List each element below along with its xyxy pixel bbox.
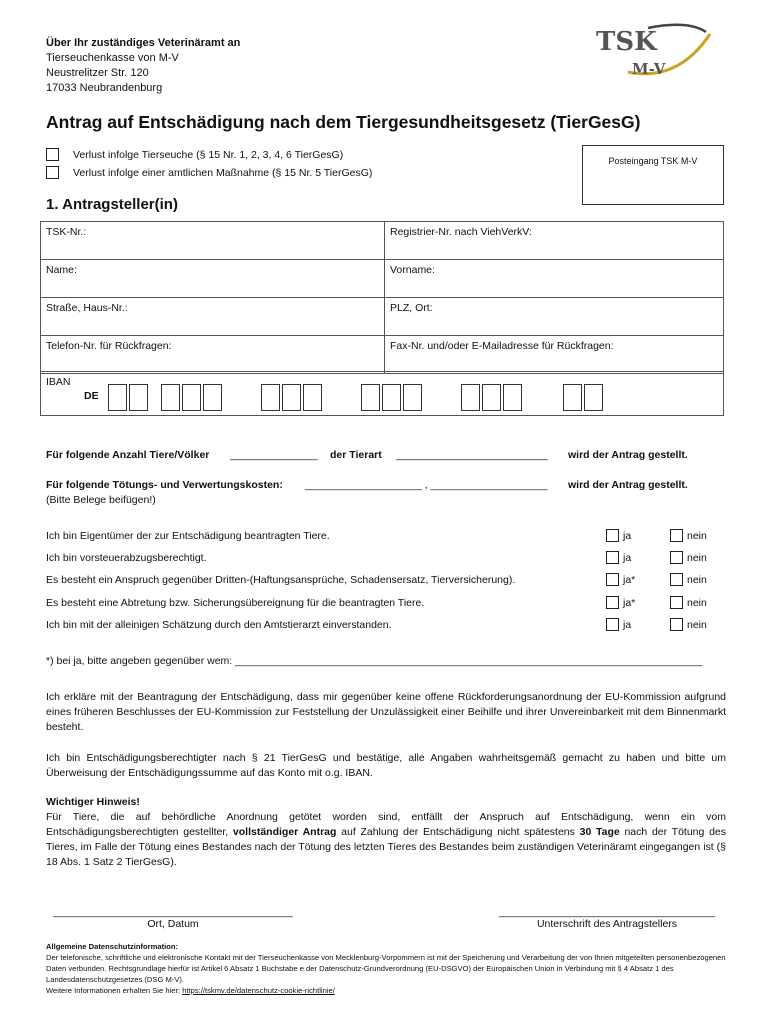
address-line: Über Ihr zuständiges Veterinäramt an bbox=[46, 37, 241, 49]
answer-no[interactable] bbox=[670, 618, 707, 631]
notice-part: Für Tiere, die auf behördliche Anordnung getötet worden sind, entfällt der Anspruch auf Entschädigung, wenn ein vom Entschädigungsberechtigten gestellter, bbox=[46, 811, 726, 838]
signature-line: _________________________________________ bbox=[53, 906, 293, 918]
notice-bold: vollständiger Antrag bbox=[232, 826, 337, 838]
iban-field bbox=[40, 371, 724, 416]
answer-yes[interactable] bbox=[606, 596, 635, 609]
recipient-address bbox=[46, 36, 240, 96]
answer-no[interactable] bbox=[670, 596, 707, 609]
answer-yes[interactable] bbox=[606, 551, 631, 564]
answer-label: ja* bbox=[623, 596, 636, 609]
signature-place-date[interactable] bbox=[48, 906, 298, 930]
signature-label: Unterschrift des Antragstellers bbox=[536, 918, 678, 930]
answer-label: ja bbox=[623, 529, 632, 542]
answer-label: nein bbox=[687, 551, 707, 564]
answer-label: nein bbox=[687, 573, 707, 586]
field-strasse[interactable]: Straße, Haus-Nr.: bbox=[41, 298, 385, 336]
answer-label: ja bbox=[623, 551, 632, 564]
checkbox[interactable] bbox=[46, 148, 59, 161]
answer-yes[interactable] bbox=[606, 573, 635, 586]
signature-line: _____________________________________ bbox=[498, 906, 716, 918]
declaration-entitlement: Ich bin Entschädigungsberechtigter nach § 21 TierGesG und bestätige, alle Angaben wahrheitsgemäß gemacht zu haben und bitte um Überweisung der Entschädigungssumme auf das Konto mit o.g. IBAN. bbox=[46, 752, 726, 779]
field-registrier-nr[interactable]: Registrier-Nr. nach ViehVerkV: bbox=[385, 222, 724, 260]
checkbox[interactable] bbox=[670, 596, 683, 609]
field-name[interactable]: Name: bbox=[41, 260, 385, 298]
species-label: der Tierart bbox=[330, 449, 382, 461]
answer-no[interactable] bbox=[670, 551, 707, 564]
logo-text-bottom: M-V bbox=[632, 60, 666, 78]
privacy-text: Der telefonische, schriftliche und elektronische Kontakt mit der Tierseuchenkasse von Mecklenburg-Vorpommern ist mit der Speicherung und Verarbeitung der von Ihnen mitgeteilten personenbezogenen Daten verbunden. Rechtsgrundlage hierfür ist Artikel 6 Absatz 1 Buchstabe e der Datenschutz-Grundverordnung (EU-DSGVO) der Europäischen Union in Verbindung mit § 4 Absatz 1 des Landesdatenschutzgesetzes (DSG M-V). bbox=[46, 953, 726, 984]
signature-label: Ort, Datum bbox=[147, 918, 199, 930]
checkbox[interactable] bbox=[670, 529, 683, 542]
animal-suffix: wird der Antrag gestellt. bbox=[568, 449, 688, 461]
iban-digit-box[interactable] bbox=[161, 384, 180, 411]
question-text: Es besteht ein Anspruch gegenüber Dritten-(Haftungsansprüche, Schadensersatz, Tierversicherung). bbox=[46, 574, 516, 586]
privacy-link[interactable]: https://tskmv.de/datenschutz-cookie-richtlinie/ bbox=[182, 986, 335, 995]
checkbox[interactable] bbox=[606, 618, 619, 631]
answer-label: nein bbox=[687, 529, 707, 542]
stamp-label: Posteingang TSK M-V bbox=[608, 156, 698, 166]
logo-text-top: TSK bbox=[596, 27, 657, 57]
answer-no[interactable] bbox=[670, 573, 707, 586]
notice-bold: 30 Tage bbox=[579, 826, 620, 838]
iban-digit-box[interactable] bbox=[282, 384, 301, 411]
receipt-stamp-box bbox=[582, 145, 724, 205]
checkbox[interactable] bbox=[670, 618, 683, 631]
checkbox[interactable] bbox=[670, 573, 683, 586]
iban-digit-box[interactable] bbox=[361, 384, 380, 411]
species-blank[interactable]: __________________________ bbox=[396, 449, 548, 461]
animal-count-blank[interactable]: _______________ bbox=[230, 449, 318, 461]
iban-digit-box[interactable] bbox=[461, 384, 480, 411]
costs-label: Für folgende Tötungs- und Verwertungskosten: bbox=[46, 479, 283, 491]
answer-yes[interactable] bbox=[606, 529, 631, 542]
costs-note: (Bitte Belege beifügen!) bbox=[46, 494, 156, 506]
iban-label: IBAN bbox=[46, 376, 71, 388]
field-vorname[interactable]: Vorname: bbox=[385, 260, 724, 298]
iban-country: DE bbox=[84, 390, 99, 402]
question-text: Ich bin vorsteuerabzugsberechtigt. bbox=[46, 552, 207, 564]
section-heading-applicant: 1. Antragsteller(in) bbox=[46, 196, 178, 213]
iban-digit-box[interactable] bbox=[203, 384, 222, 411]
checkbox[interactable] bbox=[46, 166, 59, 179]
answer-label: nein bbox=[687, 618, 707, 631]
notice-part: nach der Tötung des Tieres, im Falle der Tötung eines Bestandes nach der Tötung des letzten Tieres des Bestandes beim zuständigen Veterinäramt eingegangen ist (§ 18 Abs. 1 Satz 2 TierGesG). bbox=[46, 826, 727, 868]
question-text: Ich bin mit der alleinigen Schätzung durch den Amtstierarzt einverstanden. bbox=[46, 619, 392, 631]
iban-digit-box[interactable] bbox=[182, 384, 201, 411]
applicant-form-table bbox=[40, 221, 724, 374]
address-line: Tierseuchenkasse von M-V bbox=[46, 52, 179, 64]
iban-digit-box[interactable] bbox=[482, 384, 501, 411]
privacy-info bbox=[46, 941, 726, 996]
costs-blank[interactable]: ____________________ , ____________________ bbox=[305, 479, 548, 491]
tsk-logo bbox=[588, 22, 714, 82]
field-tsk-nr[interactable]: TSK-Nr.: bbox=[41, 222, 385, 260]
answer-label: ja* bbox=[623, 573, 636, 586]
iban-digit-box[interactable] bbox=[563, 384, 582, 411]
checkbox[interactable] bbox=[606, 529, 619, 542]
address-line: 17033 Neubrandenburg bbox=[46, 82, 163, 94]
option-tierseuche[interactable] bbox=[46, 148, 343, 161]
footnote-line[interactable]: *) bei ja, bitte angeben gegenüber wem: ________________________________________________________________________________ bbox=[46, 655, 703, 667]
option-amtliche-massnahme[interactable] bbox=[46, 166, 372, 179]
iban-digit-box[interactable] bbox=[382, 384, 401, 411]
address-line: Neustrelitzer Str. 120 bbox=[46, 67, 149, 79]
checkbox[interactable] bbox=[606, 596, 619, 609]
answer-label: nein bbox=[687, 596, 707, 609]
privacy-heading: Allgemeine Datenschutzinformation: bbox=[46, 942, 179, 951]
notice-part: auf Zahlung der Entschädigung nicht spätestens bbox=[336, 826, 580, 838]
iban-digit-box[interactable] bbox=[503, 384, 522, 411]
animal-count-line bbox=[46, 449, 209, 461]
option-label: Verlust infolge Tierseuche (§ 15 Nr. 1, 2, 3, 4, 6 TierGesG) bbox=[73, 148, 344, 161]
iban-digit-box[interactable] bbox=[303, 384, 322, 411]
iban-digit-box[interactable] bbox=[261, 384, 280, 411]
notice-text bbox=[46, 810, 726, 870]
option-label: Verlust infolge einer amtlichen Maßnahme (§ 15 Nr. 5 TierGesG) bbox=[73, 166, 373, 179]
field-telefon[interactable]: Telefon-Nr. für Rückfragen: bbox=[41, 336, 385, 374]
iban-digit-box[interactable] bbox=[403, 384, 422, 411]
declaration-eu: Ich erkläre mit der Beantragung der Entschädigung, dass mir gegenüber keine offene Rückforderungsanordnung der EU-Kommission aufgrund eines früheren Beschlusses der EU-Kommission zur Feststellung der Unzulässigkeit einer Beihilfe und ihrer Unvereinbarkeit mit dem Binnenmarkt besteht. bbox=[46, 691, 726, 733]
costs-suffix: wird der Antrag gestellt. bbox=[568, 479, 688, 491]
animal-count-label: Für folgende Anzahl Tiere/Völker bbox=[46, 449, 210, 461]
field-fax-email[interactable]: Fax-Nr. und/oder E-Mailadresse für Rückfragen: bbox=[385, 336, 724, 374]
page-title: Antrag auf Entschädigung nach dem Tiergesundheitsgesetz (TierGesG) bbox=[46, 112, 641, 132]
important-notice bbox=[46, 795, 726, 870]
notice-heading: Wichtiger Hinweis! bbox=[46, 796, 140, 808]
checkbox[interactable] bbox=[670, 551, 683, 564]
question-text: Es besteht eine Abtretung bzw. Sicherungsübereignung für die beantragten Tiere. bbox=[46, 597, 425, 609]
iban-digit-box[interactable] bbox=[108, 384, 127, 411]
privacy-more bbox=[46, 985, 726, 996]
signature-applicant[interactable] bbox=[490, 906, 724, 930]
field-plz-ort[interactable]: PLZ, Ort: bbox=[385, 298, 724, 336]
answer-no[interactable] bbox=[670, 529, 707, 542]
privacy-more-label: Weitere Informationen erhalten Sie hier: bbox=[46, 986, 183, 995]
answer-label: ja bbox=[623, 618, 632, 631]
iban-digit-box[interactable] bbox=[584, 384, 603, 411]
question-text: Ich bin Eigentümer der zur Entschädigung beantragten Tiere. bbox=[46, 530, 330, 542]
checkbox[interactable] bbox=[606, 551, 619, 564]
iban-digit-box[interactable] bbox=[129, 384, 148, 411]
checkbox[interactable] bbox=[606, 573, 619, 586]
answer-yes[interactable] bbox=[606, 618, 631, 631]
